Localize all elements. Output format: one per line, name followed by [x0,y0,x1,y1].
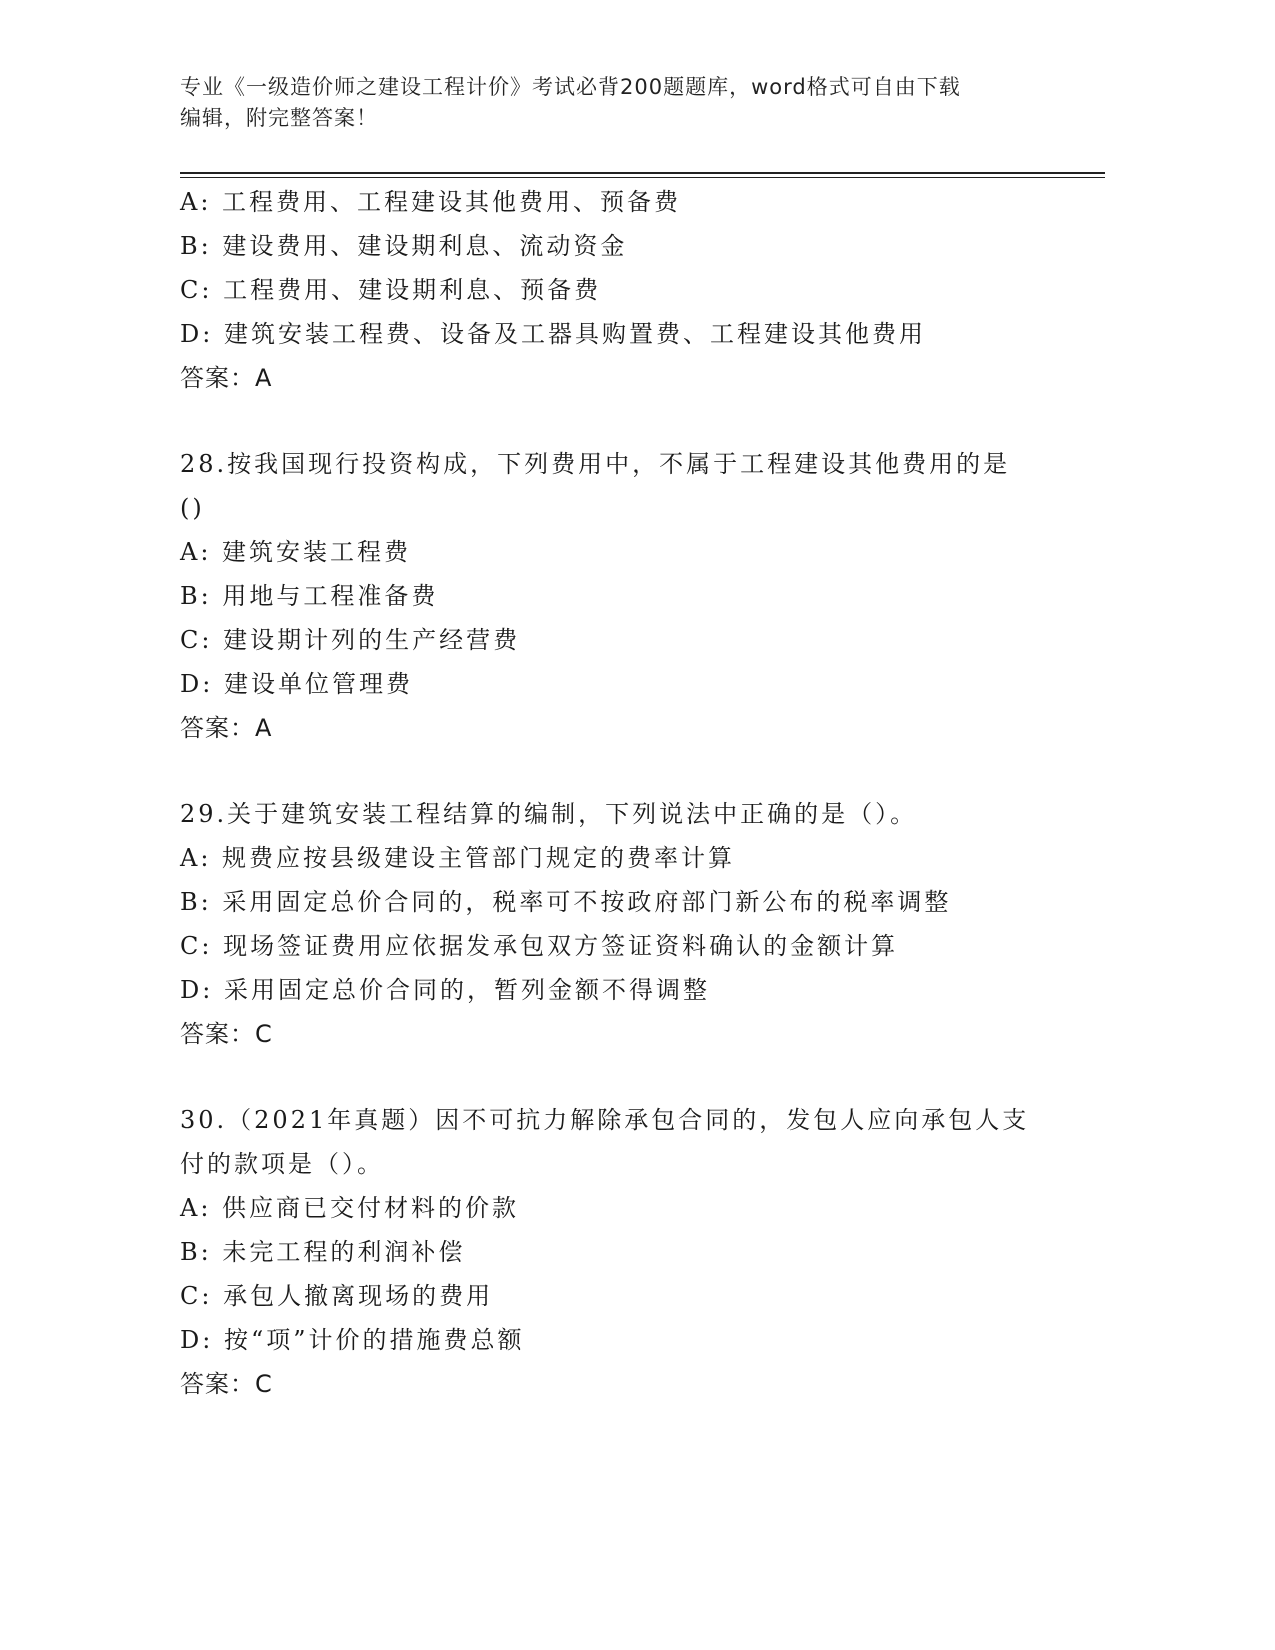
answer: 答案：C [180,1020,273,1048]
option-b: B: 采用固定总价合同的，税率可不按政府部门新公布的税率调整 [180,888,952,916]
question-28 [180,442,1080,750]
header-rule-thick [180,172,1105,174]
question-stem-cont: () [180,494,205,522]
question-29 [180,792,1080,1056]
option-c: C: 承包人撤离现场的费用 [180,1282,494,1310]
question-list [180,180,1080,1406]
spacer [180,1056,1080,1098]
question-27 [180,180,1080,400]
answer: 答案：A [180,364,273,392]
header-line-1: 专业《一级造价师之建设工程计价》考试必背200题题库，word格式可自由下载 [180,75,961,99]
document-header [180,72,1060,134]
answer: 答案：A [180,714,273,742]
question-stem-cont: 付的款项是（）。 [180,1150,384,1178]
option-c: C: 现场签证费用应依据发承包双方签证资料确认的金额计算 [180,932,899,960]
question-stem: 29.关于建筑安装工程结算的编制，下列说法中正确的是（）。 [180,800,918,828]
option-b: B: 用地与工程准备费 [180,582,439,610]
option-c: C: 工程费用、建设期利息、预备费 [180,276,602,304]
option-a: A: 工程费用、工程建设其他费用、预备费 [180,188,682,216]
option-d: D: 采用固定总价合同的，暂列金额不得调整 [180,976,710,1004]
option-a: A: 规费应按县级建设主管部门规定的费率计算 [180,844,736,872]
option-c: C: 建设期计列的生产经营费 [180,626,521,654]
header-rule-thin [180,177,1105,178]
spacer [180,400,1080,442]
option-d: D: 按“项”计价的措施费总额 [180,1326,525,1354]
option-d: D: 建设单位管理费 [180,670,413,698]
spacer [180,750,1080,792]
option-b: B: 未完工程的利润补偿 [180,1238,466,1266]
option-a: A: 供应商已交付材料的价款 [180,1194,520,1222]
option-a: A: 建筑安装工程费 [180,538,412,566]
answer: 答案：C [180,1370,273,1398]
header-line-2: 编辑，附完整答案！ [180,106,378,130]
option-d: D: 建筑安装工程费、设备及工器具购置费、工程建设其他费用 [180,320,926,348]
question-stem: 30.（2021年真题）因不可抗力解除承包合同的，发包人应向承包人支 [180,1106,1030,1134]
option-b: B: 建设费用、建设期利息、流动资金 [180,232,628,260]
question-30 [180,1098,1080,1406]
question-stem: 28.按我国现行投资构成，下列费用中，不属于工程建设其他费用的是 [180,450,1011,478]
